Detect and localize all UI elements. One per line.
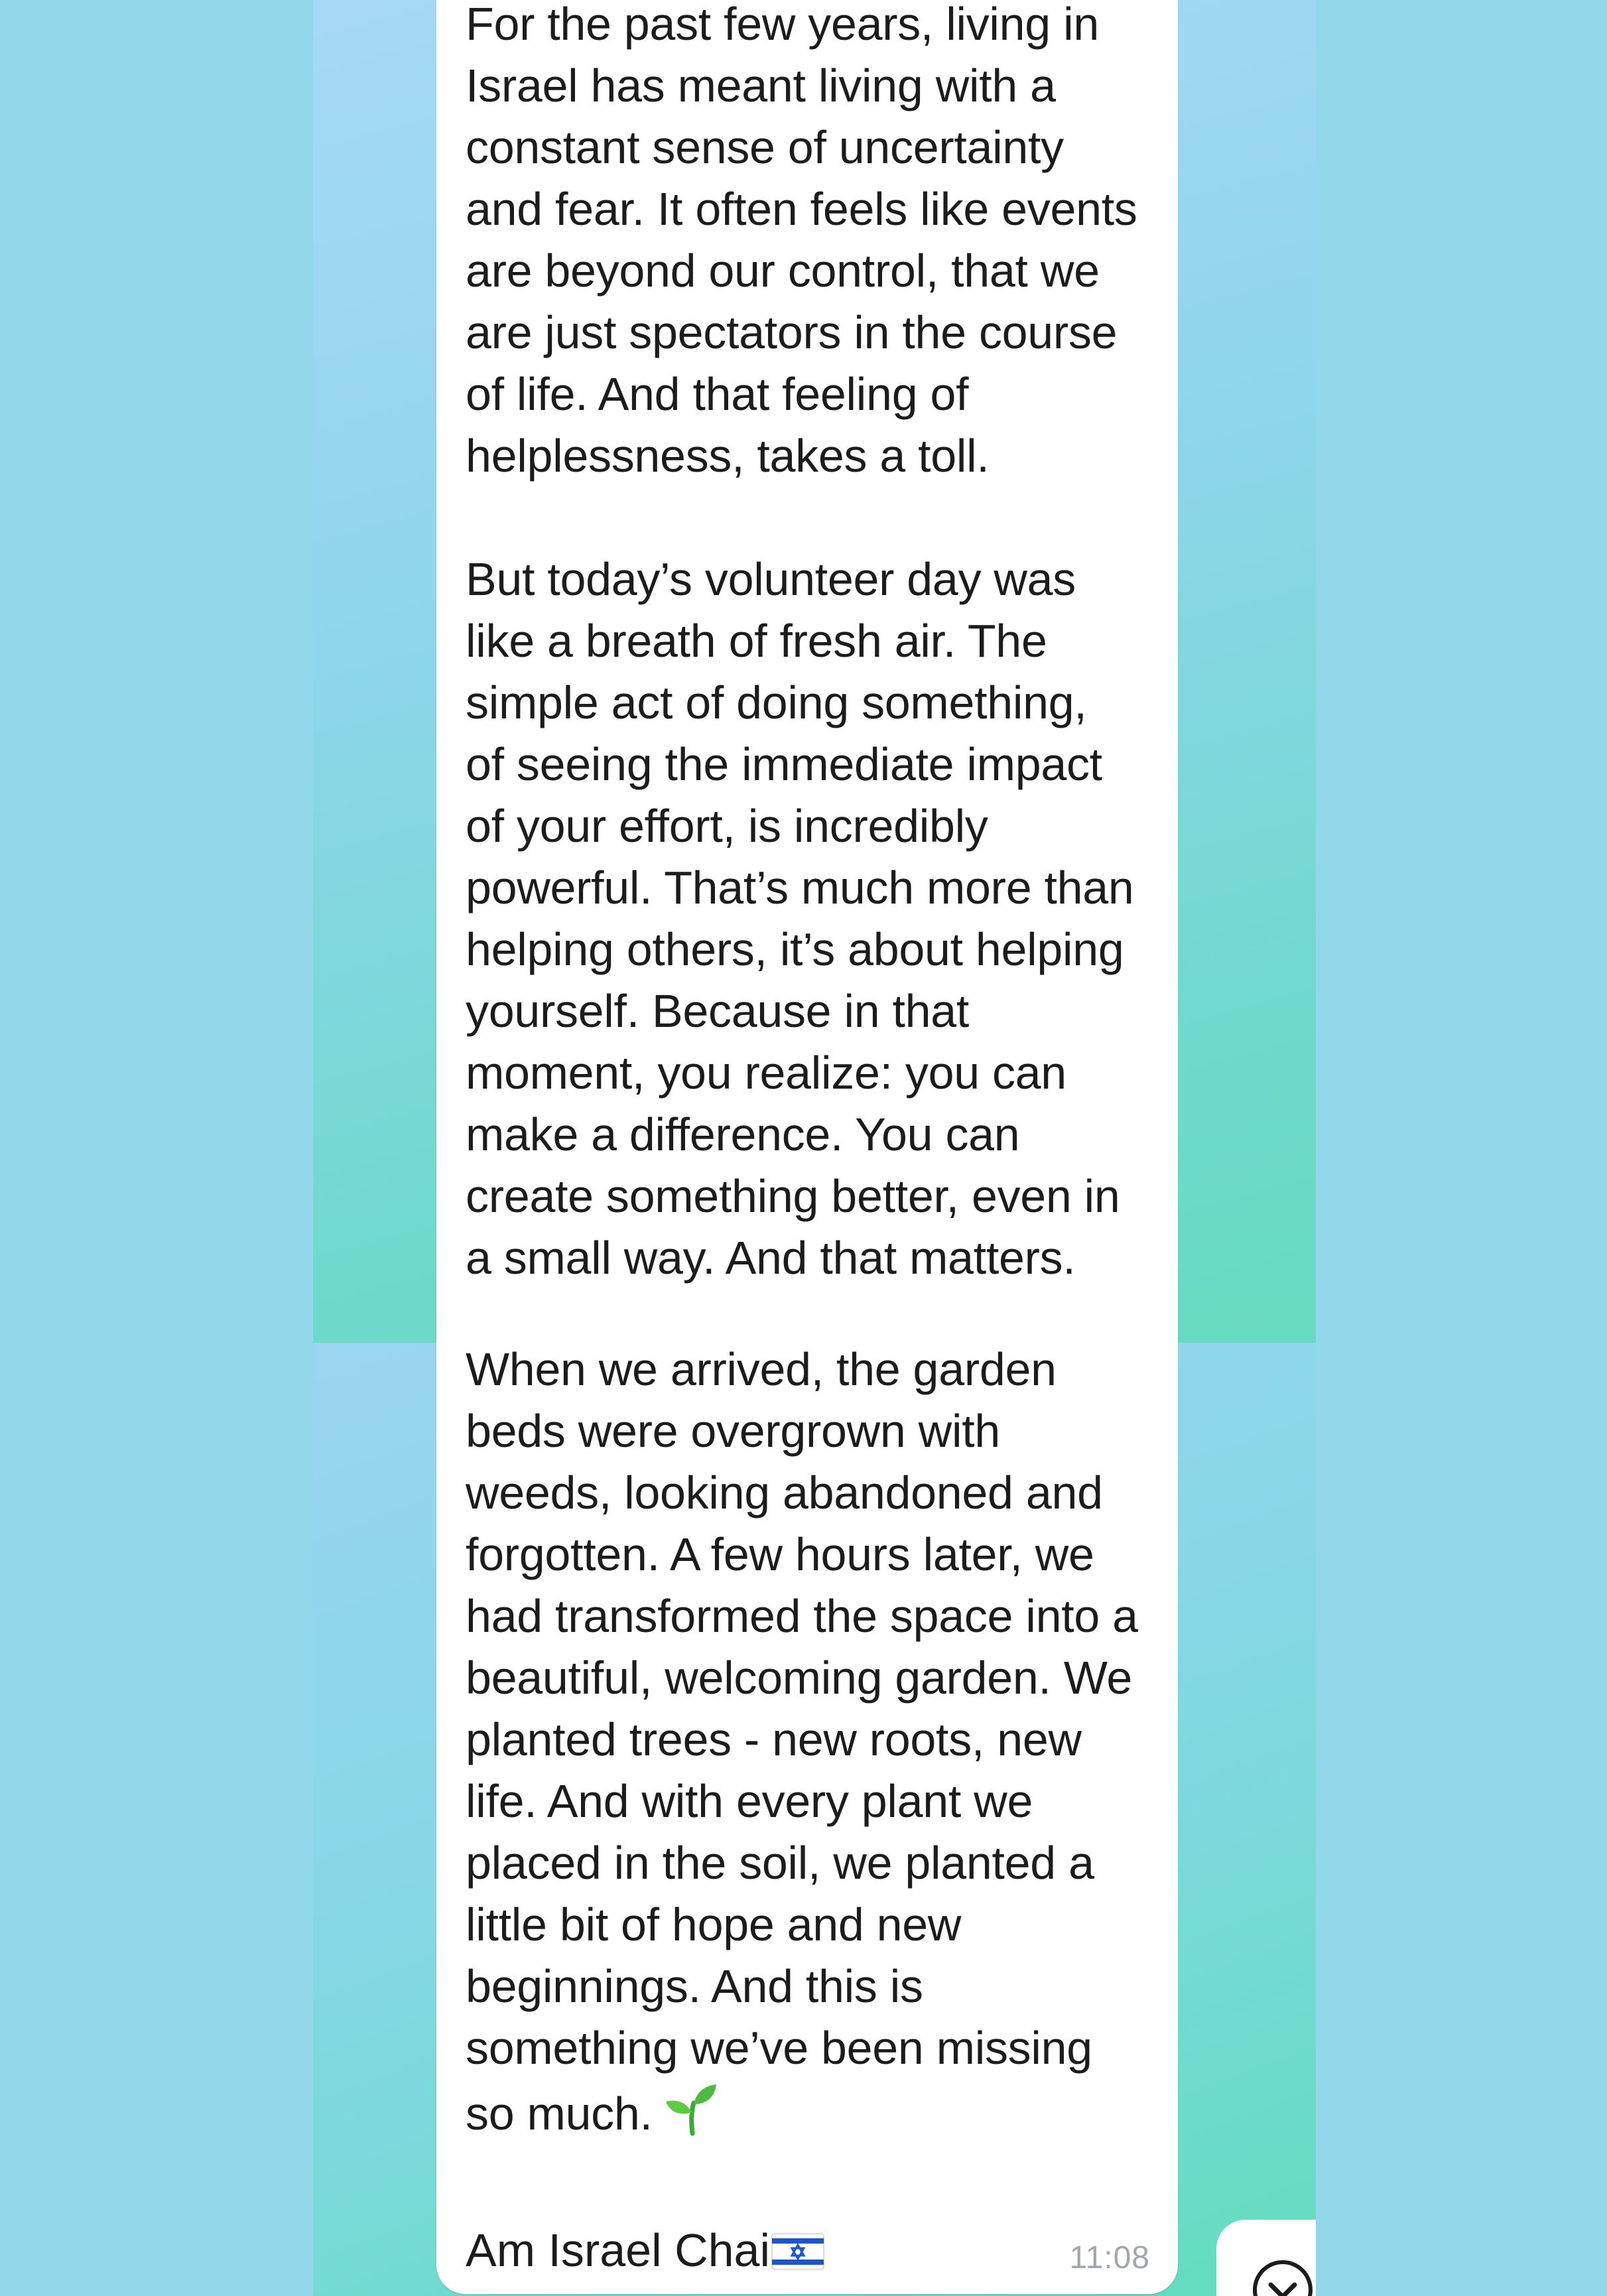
text-line: beginnings. And this is bbox=[466, 1960, 923, 2012]
text-line: planted trees - new roots, new bbox=[466, 1714, 1082, 1765]
message-paragraph bbox=[466, 1339, 1169, 2151]
text-line: But today’s volunteer day was bbox=[466, 553, 1076, 605]
text-line: so much. bbox=[466, 2088, 653, 2139]
israel-flag-icon bbox=[771, 2224, 824, 2285]
text-line: yourself. Because in that bbox=[466, 985, 970, 1037]
text-line-last bbox=[466, 2079, 1169, 2151]
text-line: are just spectators in the course bbox=[466, 306, 1118, 358]
text-line: beds were overgrown with bbox=[466, 1405, 1000, 1457]
text-line: forgotten. A few hours later, we bbox=[466, 1528, 1094, 1580]
scroll-to-bottom-button[interactable] bbox=[1216, 2220, 1316, 2296]
text-line: life. And with every plant we bbox=[466, 1775, 1033, 1827]
text-line: powerful. That’s much more than bbox=[466, 862, 1134, 913]
text-line: of seeing the immediate impact bbox=[466, 738, 1102, 790]
message-paragraph bbox=[466, 549, 1169, 1289]
text-line: constant sense of uncertainty bbox=[466, 121, 1064, 173]
text-line: placed in the soil, we planted a bbox=[466, 1837, 1094, 1889]
signoff-text: Am Israel Chai bbox=[466, 2224, 771, 2276]
text-line: little bit of hope and new bbox=[466, 1899, 962, 1950]
text-line: create something better, even in bbox=[466, 1170, 1120, 1222]
text-line: a small way. And that matters. bbox=[466, 1232, 1076, 1284]
message-bubble[interactable] bbox=[436, 0, 1178, 2294]
text-line: helping others, it’s about helping bbox=[466, 923, 1124, 975]
text-line: When we arrived, the garden bbox=[466, 1343, 1057, 1395]
text-line: simple act of doing something, bbox=[466, 677, 1087, 728]
text-line: helplessness, takes a toll. bbox=[466, 430, 990, 482]
text-line: like a breath of fresh air. The bbox=[466, 615, 1047, 667]
text-line: of your effort, is incredibly bbox=[466, 800, 988, 852]
message-timestamp: 11:08 bbox=[1069, 2240, 1150, 2275]
text-line: For the past few years, living in bbox=[466, 0, 1099, 50]
seedling-icon bbox=[662, 2079, 719, 2151]
text-line: moment, you realize: you can bbox=[466, 1047, 1066, 1099]
text-line: make a difference. You can bbox=[466, 1109, 1020, 1160]
message-signoff bbox=[466, 2220, 824, 2285]
message-text bbox=[466, 0, 1169, 2151]
text-line: weeds, looking abandoned and bbox=[466, 1467, 1103, 1519]
text-line: and fear. It often feels like events bbox=[466, 183, 1137, 235]
message-paragraph bbox=[466, 0, 1169, 487]
text-line: Israel has meant living with a bbox=[466, 60, 1056, 111]
text-line: had transformed the space into a bbox=[466, 1590, 1138, 1642]
text-line: beautiful, welcoming garden. We bbox=[466, 1652, 1132, 1704]
text-line: something we’ve been missing bbox=[466, 2022, 1092, 2074]
text-line: of life. And that feeling of bbox=[466, 368, 969, 420]
text-line: are beyond our control, that we bbox=[466, 245, 1100, 297]
chat-screen bbox=[313, 0, 1316, 2296]
